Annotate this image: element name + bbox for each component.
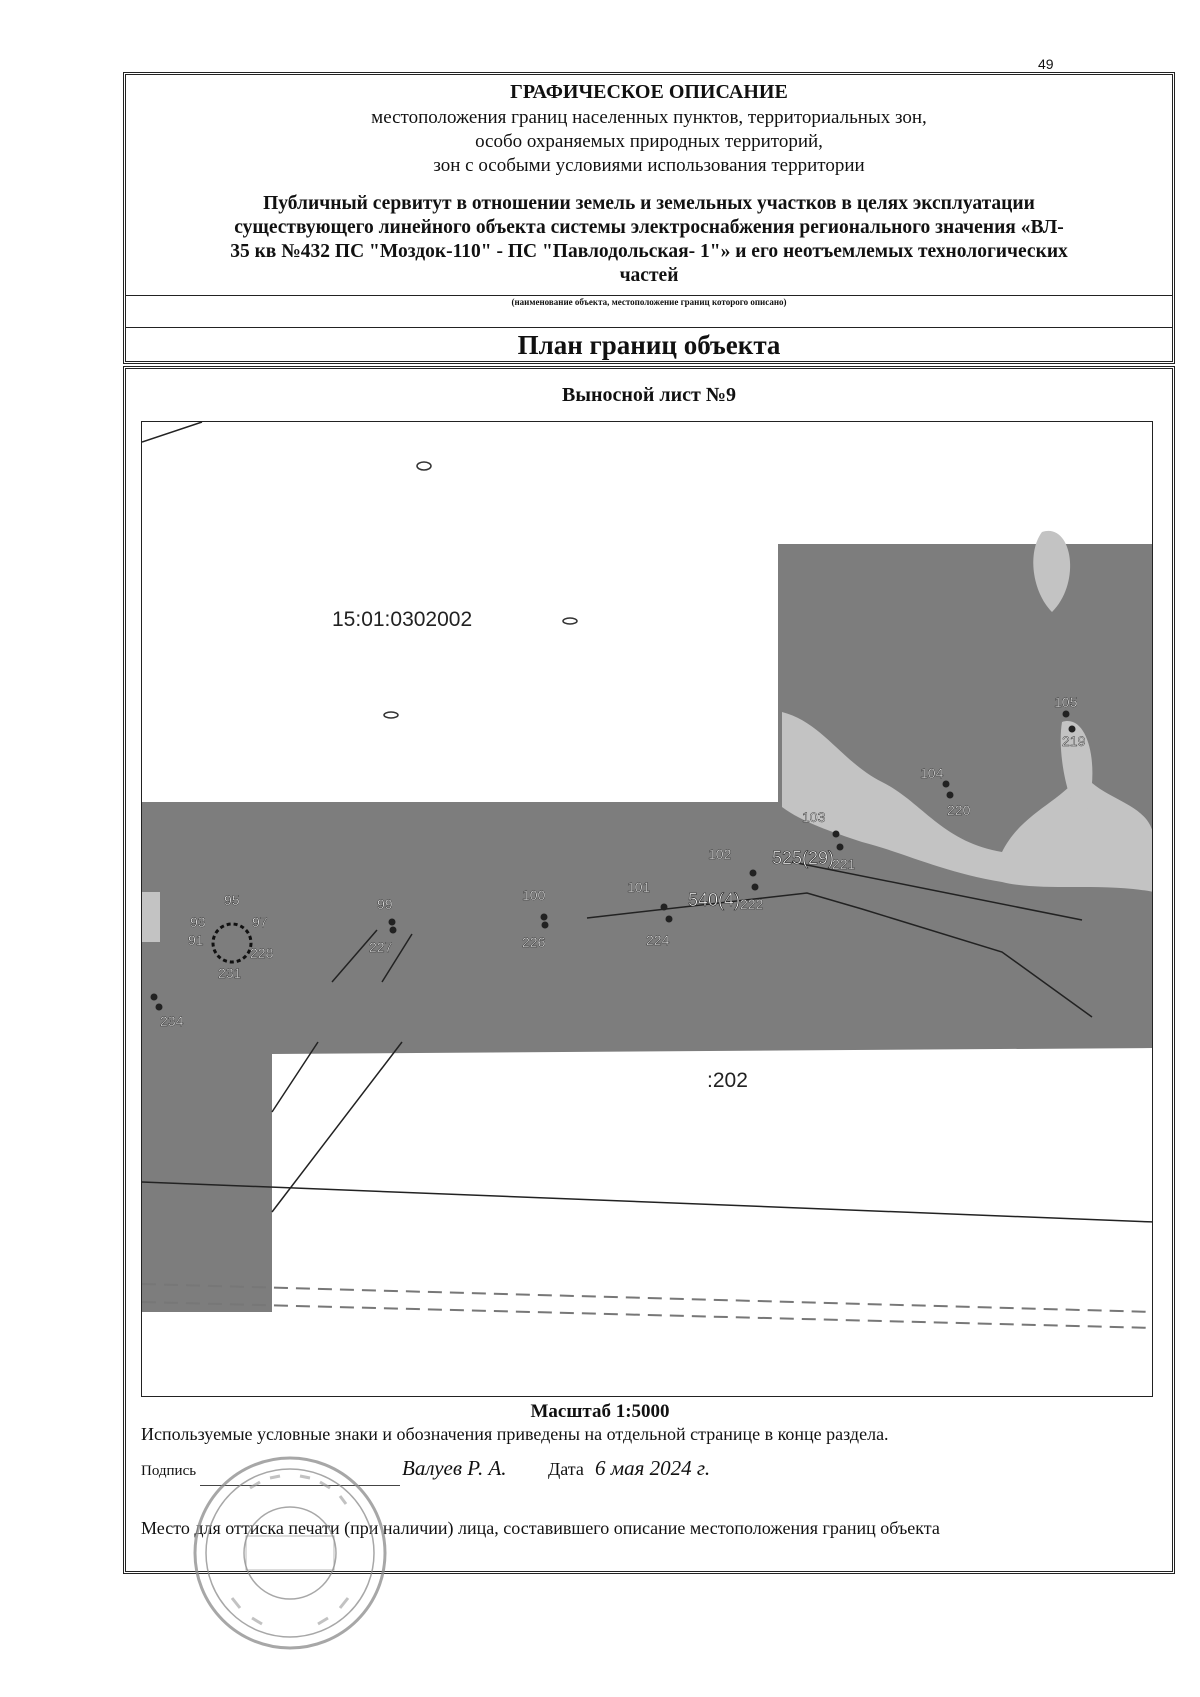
divider <box>126 327 1172 328</box>
point-number: 97 <box>252 914 268 930</box>
document-subtitle <box>126 106 1172 178</box>
point-number: 93 <box>190 914 206 930</box>
divider <box>126 295 1172 296</box>
parcel-label: :202 <box>707 1069 748 1092</box>
point-number: 226 <box>522 934 546 950</box>
map-drawing <box>142 422 1153 1397</box>
plan-title: План границ объекта <box>517 330 781 360</box>
point-number: 95 <box>224 892 240 908</box>
object-name <box>166 192 1132 288</box>
road-lines <box>142 1284 1153 1328</box>
date-label: Дата <box>548 1459 584 1479</box>
subtitle-line: особо охраняемых природных территорий, <box>475 131 823 152</box>
signature-label: Подпись <box>141 1463 197 1479</box>
area-label: 540(4) <box>688 890 741 910</box>
point-number: 102 <box>708 846 732 862</box>
point-number: 104 <box>920 765 944 781</box>
point-number: 228 <box>250 945 274 961</box>
official-stamp <box>190 1448 390 1658</box>
sheet-title: Выносной лист №9 <box>562 384 736 406</box>
point-number: 220 <box>947 802 971 818</box>
legend-note: Используемые условные знаки и обозначения приведены на отдельной странице в конце раздела. <box>141 1424 889 1444</box>
object-line: Публичный сервитут в отношении земель и земельных участков в целях эксплуатации <box>263 193 1035 214</box>
area-label: 525(29) <box>772 848 835 868</box>
point-number: 219 <box>1062 733 1086 749</box>
map-plan <box>141 421 1153 1397</box>
object-line: частей <box>619 265 679 286</box>
point-number: 224 <box>646 932 670 948</box>
point-number: 231 <box>218 965 242 981</box>
point-number: 234 <box>160 1013 184 1029</box>
page-number: 49 <box>1038 56 1054 72</box>
document-title: ГРАФИЧЕСКОЕ ОПИСАНИЕ <box>510 81 788 103</box>
seal-place-note: Место для оттиска печати (при наличии) лица, составившего описание местоположения границ объекта <box>141 1518 940 1538</box>
point-number: 105 <box>1054 694 1078 710</box>
subtitle-line: зон с особыми условиями использования территории <box>433 155 865 176</box>
map-scale: Масштаб 1:5000 <box>530 1401 670 1422</box>
point-number: 99 <box>377 896 393 912</box>
point-number: 221 <box>832 856 856 872</box>
point-number: 91 <box>188 932 204 948</box>
servitude-zone <box>142 544 1153 1312</box>
point-number: 101 <box>627 879 651 895</box>
object-line: существующего линейного объекта системы электроснабжения регионального значения «ВЛ- <box>234 217 1064 238</box>
cadastral-quarter-label: 15:01:0302002 <box>332 608 473 631</box>
object-line: 35 кв №432 ПС "Моздок-110" - ПС "Павлодольская- 1"» и его неотъемлемых технологических <box>230 241 1068 262</box>
point-number: 100 <box>522 887 546 903</box>
object-caption: (наименование объекта, местоположение границ которого описано) <box>511 297 787 307</box>
survey-marks <box>384 462 577 718</box>
subtitle-line: местоположения границ населенных пунктов, территориальных зон, <box>371 107 927 128</box>
point-number: 227 <box>369 939 393 955</box>
point-number: 103 <box>802 809 826 825</box>
point-number: 222 <box>740 896 764 912</box>
header-block <box>123 72 1175 364</box>
signature-date: 6 мая 2024 г. <box>595 1456 711 1480</box>
signatory-name: Валуев Р. А. <box>402 1456 507 1480</box>
